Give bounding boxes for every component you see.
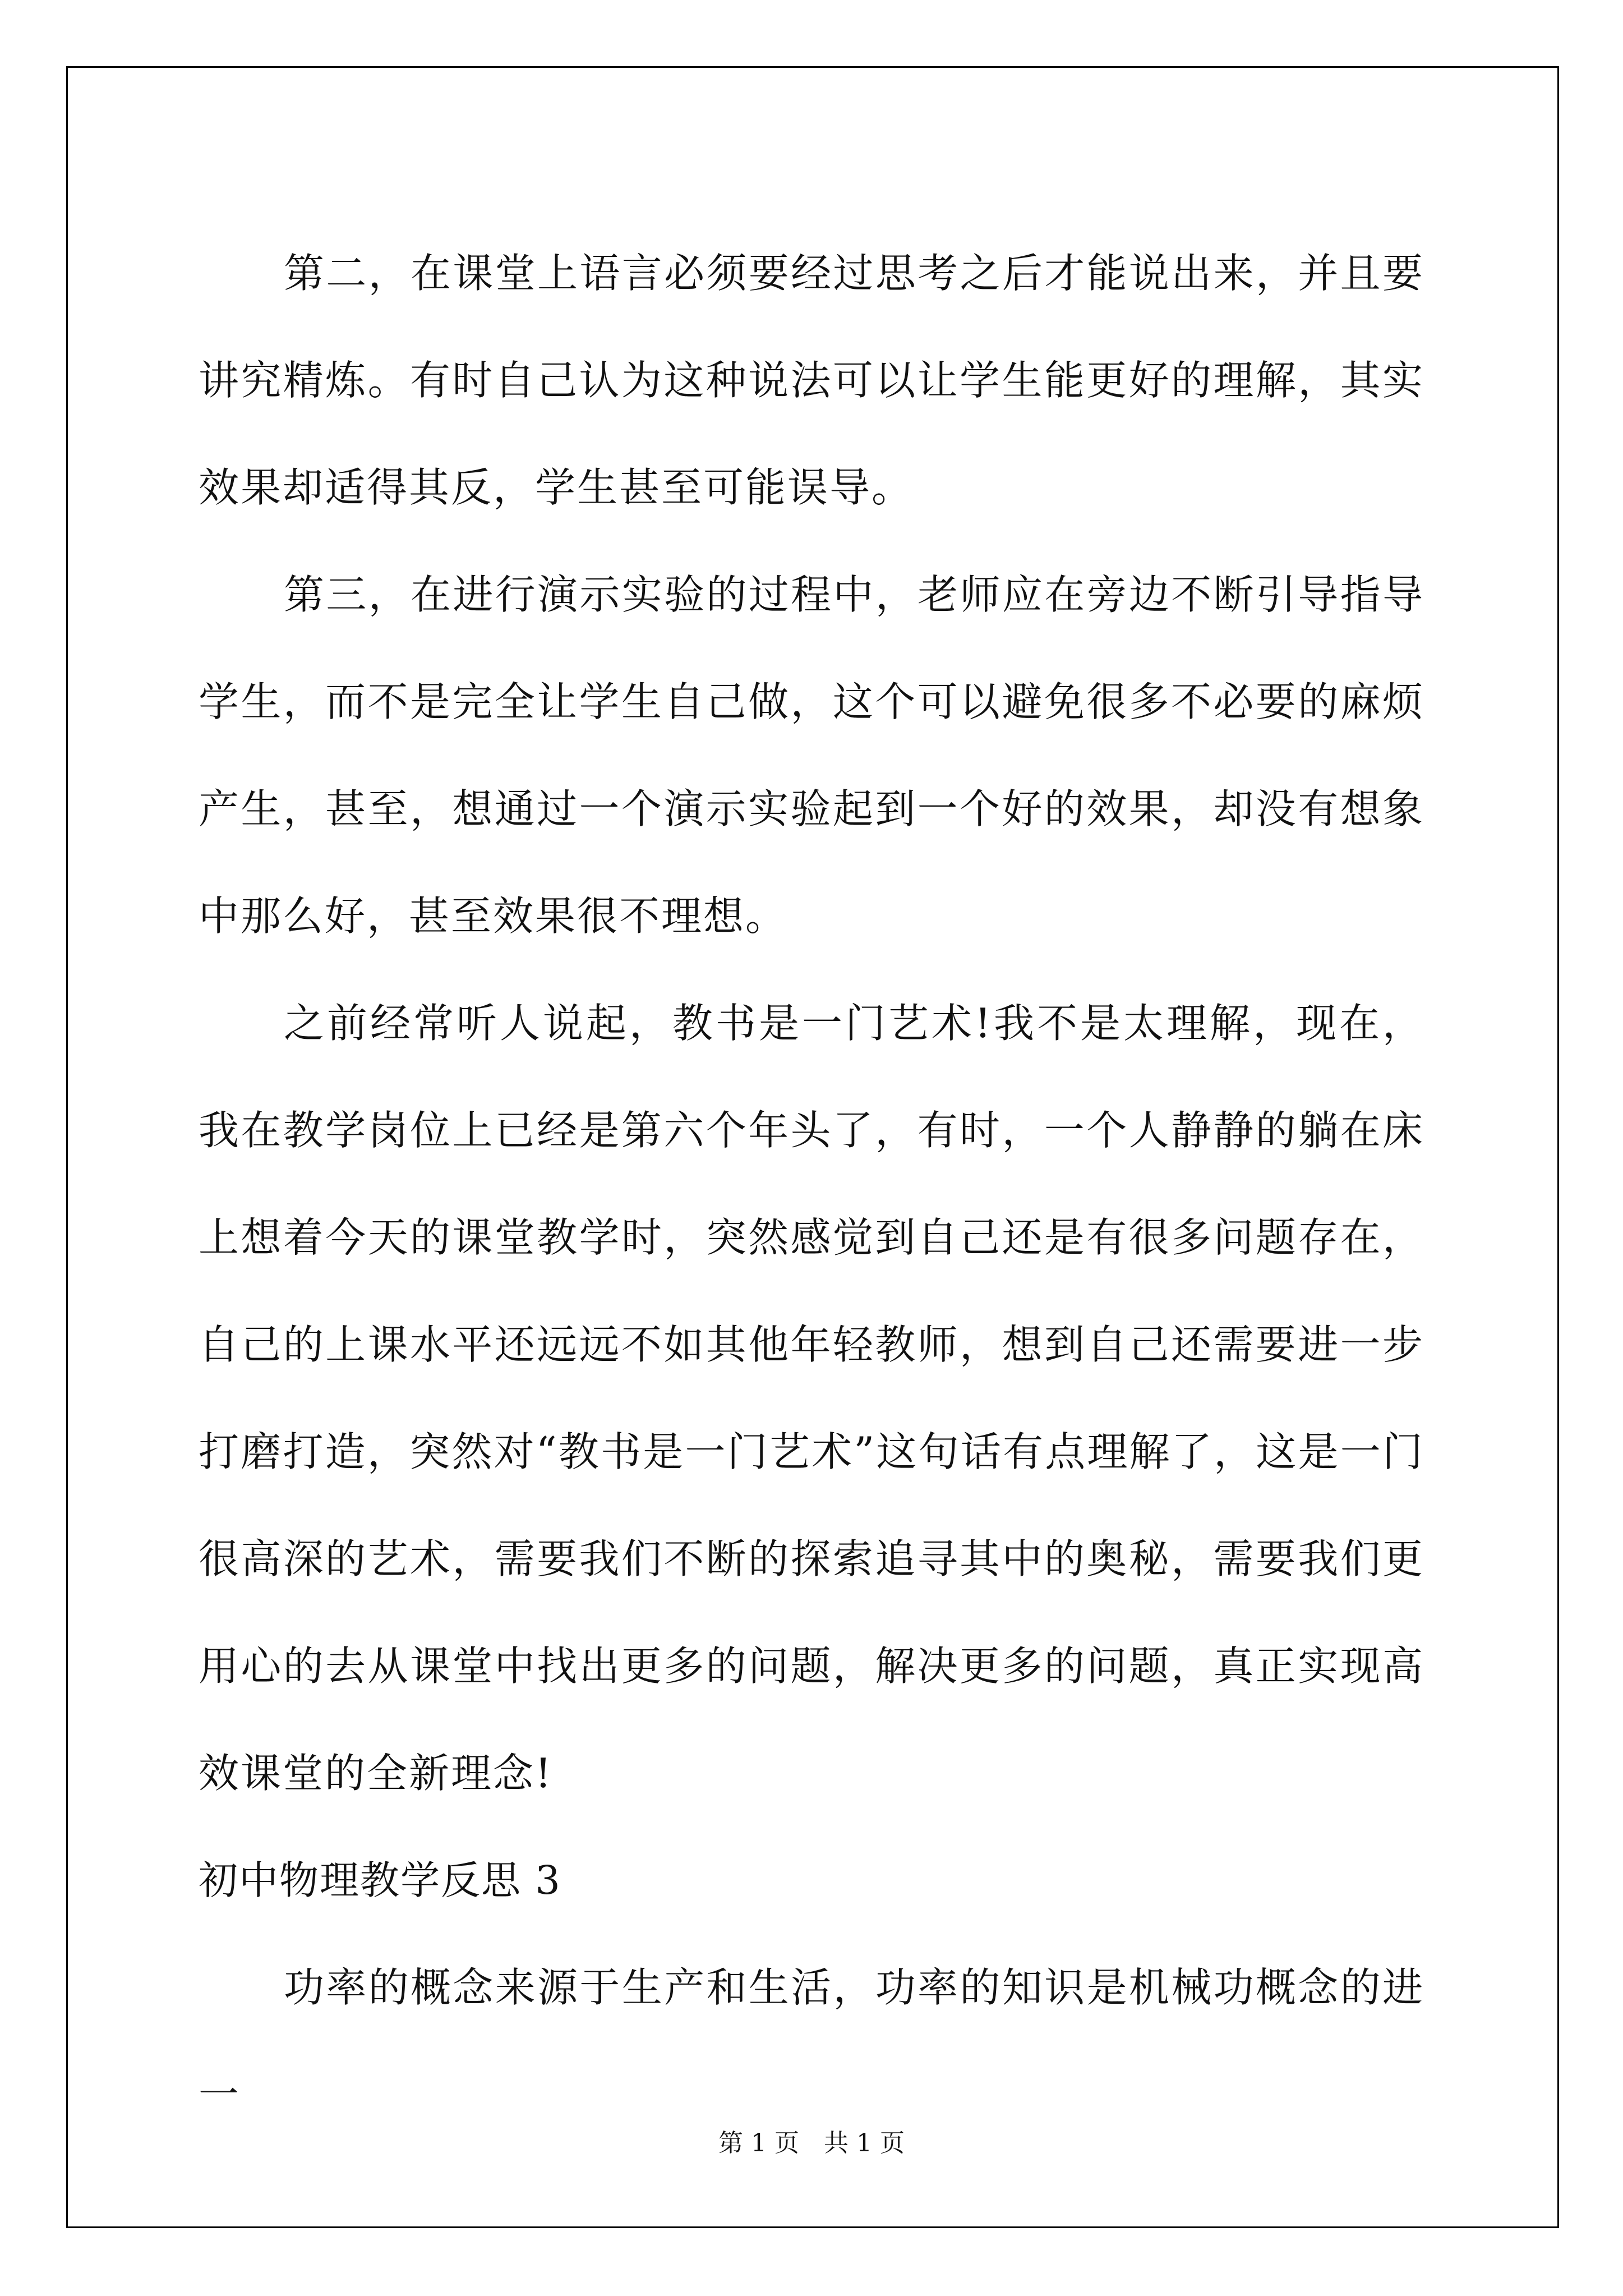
page-footer: 第 1 页 共 1 页 [718,2129,905,2157]
paragraph-third-point: 第三，在进行演示实验的过程中，老师应在旁边不断引导指导学生，而不是完全让学生自己做，这个可以避免很多不必要的麻烦产生，甚至，想通过一个演示实验起到一个好的效果，却没有想象中那么好，甚至效果很不理想。 [199,571,1424,940]
paragraph-second-point: 第二，在课堂上语言必须要经过思考之后才能说出来，并且要讲究精炼。有时自己认为这种说法可以让学生能更好的理解，其实效果却适得其反，学生甚至可能误导。 [199,250,1424,511]
paragraph-teaching-art: 之前经常听人说起，教书是一门艺术!我不是太理解，现在，我在教学岗位上已经是第六个年头了，有时，一个人静静的躺在床上想着今天的课堂教学时，突然感觉到自己还是有很多问题存在，自己的上课水平还远远不如其他年轻教师，想到自己还需要进一步打磨打造，突然对“教书是一门艺术”这句话有点理解了，这是一门很高深的艺术，需要我们不断的探索追寻其中的奥秘，需要我们更用心的去从课堂中找出更多的问题，解决更多的问题，真正实现高效课堂的全新理念! [199,1000,1424,1797]
document-body [199,220,1424,2148]
paragraph-power-concept: 功率的概念来源于生产和生活，功率的知识是机械功概念的进一 [199,1964,1424,2118]
section-heading: 初中物理教学反思 3 [199,1857,561,1903]
